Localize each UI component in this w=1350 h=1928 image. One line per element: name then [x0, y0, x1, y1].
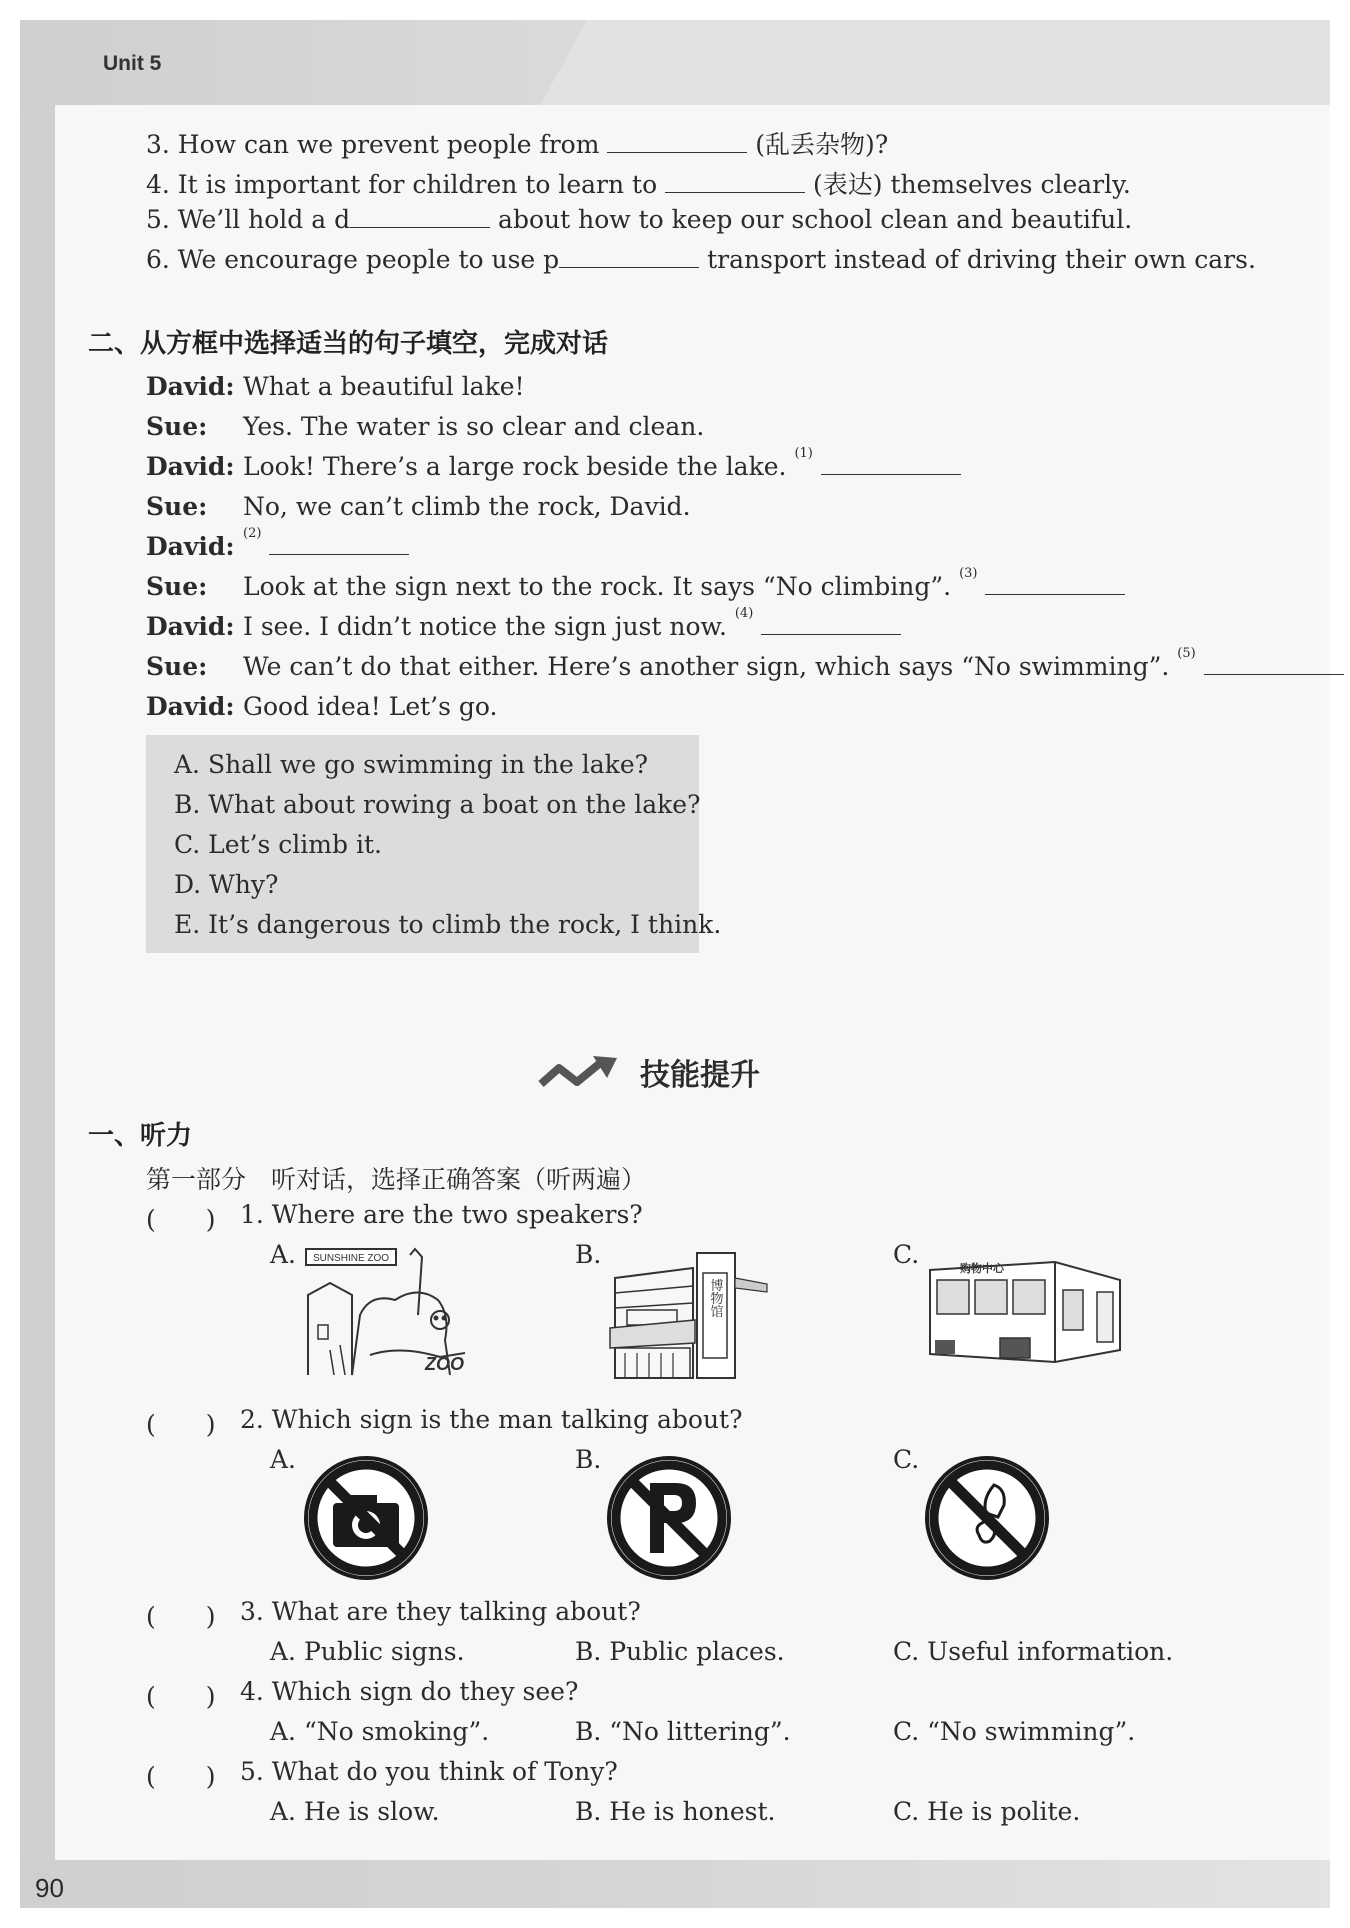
option-c: C. Let’s climb it. — [174, 830, 382, 859]
choice-b[interactable]: B. — [575, 1240, 602, 1269]
answer-paren[interactable]: ( ) — [146, 1205, 216, 1234]
dialogue-line: David: Good idea! Let’s go. — [146, 692, 498, 721]
no-littering-sign-icon — [924, 1455, 1050, 1581]
answer-paren[interactable]: ( ) — [146, 1602, 216, 1631]
dialogue-line: Sue: Look at the sign next to the rock. It says “No climbing”. $^{(3)}$ — [146, 572, 1125, 601]
answer-blank[interactable] — [607, 130, 747, 153]
footer-band — [20, 1860, 1330, 1908]
choice-c[interactable]: C. He is polite. — [893, 1797, 1081, 1826]
choice-b[interactable]: B. He is honest. — [575, 1797, 776, 1826]
zoo-text-label: ZOO — [425, 1354, 464, 1374]
page-number: 90 — [35, 1873, 64, 1903]
choice-a[interactable]: A. — [270, 1445, 297, 1474]
dialogue-line: David: Look! There’s a large rock beside the lake. $^{(1)}$ — [146, 452, 961, 481]
answer-blank[interactable] — [821, 452, 961, 475]
zoo-picture — [300, 1245, 475, 1380]
answer-blank[interactable] — [350, 205, 490, 228]
question-text: 3. What are they talking about? — [240, 1597, 641, 1626]
museum-label: 博物馆 — [707, 1278, 723, 1318]
no-parking-sign-icon — [606, 1455, 732, 1581]
options-box — [146, 735, 722, 953]
museum-picture — [605, 1248, 775, 1383]
choice-c[interactable]: C. — [893, 1240, 920, 1269]
choice-a[interactable]: A. Public signs. — [270, 1637, 465, 1666]
left-strip — [20, 105, 55, 1860]
answer-blank[interactable] — [1204, 652, 1344, 675]
listening-title: 一、听力 — [88, 1121, 193, 1151]
zoo-sign-label: SUNSHINE ZOO — [312, 1253, 390, 1264]
option-b: B. What about rowing a boat on the lake? — [174, 790, 701, 819]
dialogue-line: Sue: Yes. The water is so clear and clean. — [146, 412, 705, 441]
mall-label: 购物中心 — [960, 1262, 1004, 1275]
fill-in-item: 4. It is important for children to learn to (表达) themselves clearly. — [146, 170, 1131, 199]
answer-blank[interactable] — [761, 612, 901, 635]
answer-paren[interactable]: ( ) — [146, 1762, 216, 1791]
trend-arrow-icon — [537, 1054, 622, 1094]
choice-c[interactable]: C. — [893, 1445, 920, 1474]
choice-c[interactable]: C. “No swimming”. — [893, 1717, 1136, 1746]
answer-blank[interactable] — [269, 532, 409, 555]
choice-b[interactable]: B. — [575, 1445, 602, 1474]
choice-a[interactable]: A. — [270, 1240, 297, 1269]
answer-blank[interactable] — [985, 572, 1125, 595]
fill-in-item: 6. We encourage people to use p transport instead of driving their own cars. — [146, 245, 1256, 274]
dialogue-line: Sue: No, we can’t climb the rock, David. — [146, 492, 691, 521]
unit-label: Unit 5 — [103, 52, 162, 75]
choice-b[interactable]: B. Public places. — [575, 1637, 785, 1666]
question-text: 5. What do you think of Tony? — [240, 1757, 618, 1786]
question-text: 4. Which sign do they see? — [240, 1677, 579, 1706]
option-e: E. It’s dangerous to climb the rock, I think. — [174, 910, 722, 939]
mall-picture — [925, 1250, 1125, 1365]
answer-paren[interactable]: ( ) — [146, 1682, 216, 1711]
answer-paren[interactable]: ( ) — [146, 1410, 216, 1439]
fill-in-item: 3. How can we prevent people from (乱丢杂物)? — [146, 130, 889, 159]
section-title: 二、从方框中选择适当的句子填空，完成对话 — [88, 329, 609, 359]
fill-in-item: 5. We’ll hold a d about how to keep our school clean and beautiful. — [146, 205, 1133, 234]
option-a: A. Shall we go swimming in the lake? — [174, 750, 649, 779]
choice-c[interactable]: C. Useful information. — [893, 1637, 1174, 1666]
choice-a[interactable]: A. “No smoking”. — [270, 1717, 490, 1746]
question-text: 1. Where are the two speakers? — [240, 1200, 643, 1229]
question-text: 2. Which sign is the man talking about? — [240, 1405, 743, 1434]
no-camera-sign-icon — [303, 1455, 429, 1581]
dialogue-line: David: What a beautiful lake! — [146, 372, 525, 401]
dialogue-line: David: $^{(2)}$ — [146, 532, 409, 561]
answer-blank[interactable] — [559, 245, 699, 268]
dialogue-line: David: I see. I didn’t notice the sign just now. $^{(4)}$ — [146, 612, 901, 641]
header-band — [20, 20, 1330, 105]
answer-blank[interactable] — [665, 170, 805, 193]
choice-a[interactable]: A. He is slow. — [270, 1797, 440, 1826]
option-d: D. Why? — [174, 870, 279, 899]
dialogue-line: Sue: We can’t do that either. Here’s another sign, which says “No swimming”. $^{(5)}$ — [146, 652, 1344, 681]
skills-title: 技能提升 — [640, 1058, 760, 1093]
part-title: 第一部分 听对话，选择正确答案（听两遍） — [146, 1165, 647, 1194]
choice-b[interactable]: B. “No littering”. — [575, 1717, 791, 1746]
